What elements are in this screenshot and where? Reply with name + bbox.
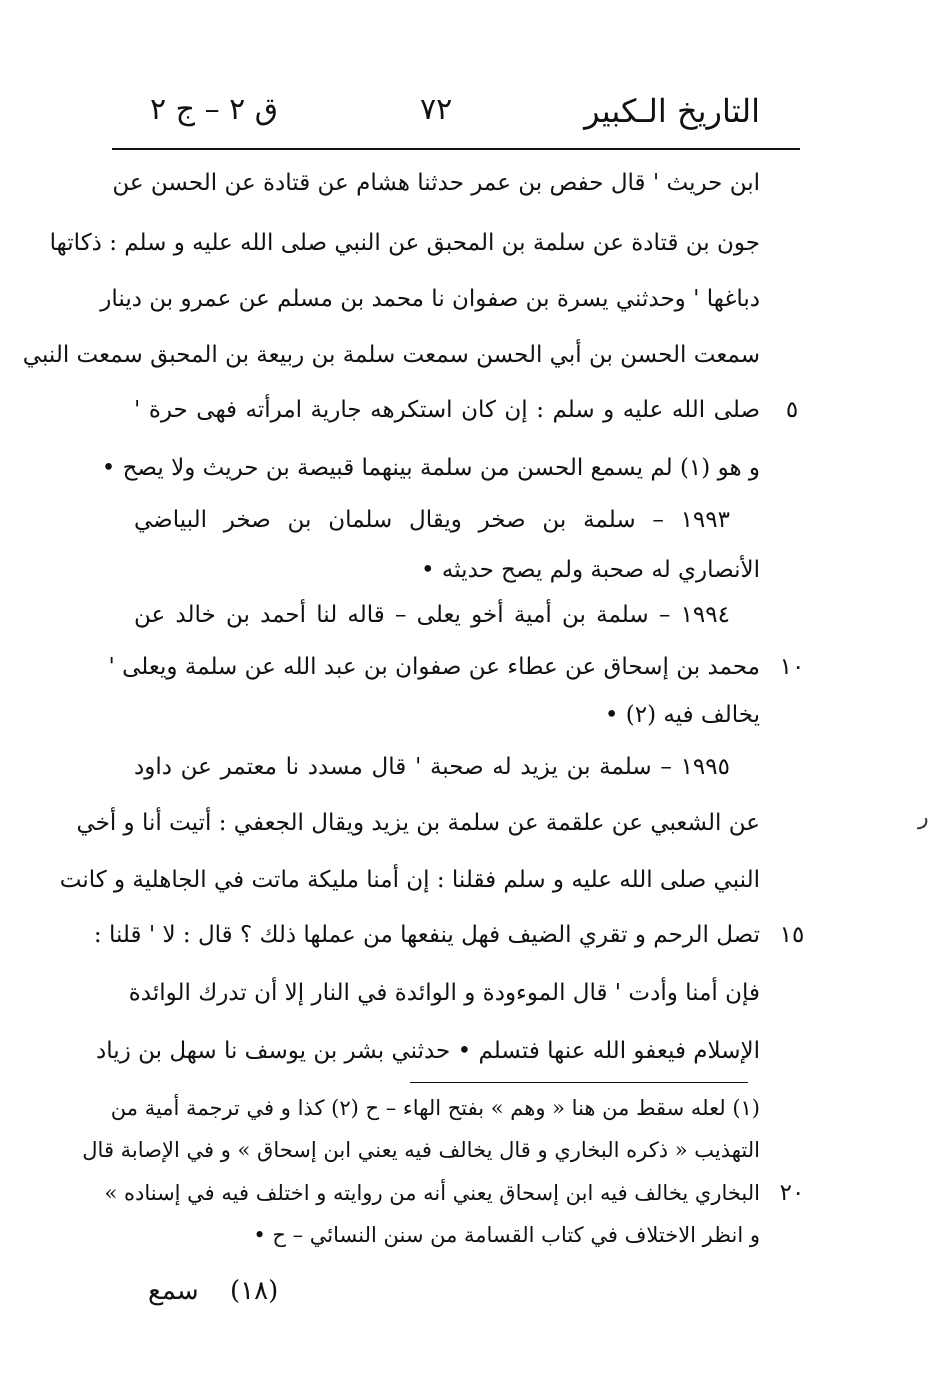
text-line-14: النبي صلى الله عليه و سلم فقلنا : إن أمنا مليكة ماتت في الجاهلية و كانت <box>59 867 760 893</box>
entry-1995: ١٩٩٥ – سلمة بن يزيد له صحبة ' قال مسدد نا معتمر عن داود <box>134 754 730 780</box>
text-line-8: الأنصاري له صحبة ولم يصح حديثه • <box>421 557 760 583</box>
footnote-line-3: البخاري يخالف فيه ابن إسحاق يعني أنه من روايته و اختلف فيه في إسناده » <box>104 1181 760 1205</box>
entry-1993: ١٩٩٣ – سلمة بن صخر ويقال سلمان بن صخر البياضي <box>134 507 730 533</box>
line-number-15: ١٥ <box>779 922 805 948</box>
sheet-signature: (١٨) <box>230 1276 279 1306</box>
text-line-3: دباغها ' وحدثني يسرة بن صفوان نا محمد بن مسلم عن عمرو بن دينار <box>100 286 760 312</box>
footnote-line-4: و انظر الاختلاف في كتاب القسامة من سنن النسائي – ح • <box>253 1223 760 1247</box>
text-line-5: صلى الله عليه و سلم : إن كان استكرهه جارية امرأته فهى حرة ' <box>134 397 760 423</box>
catchword: سمع <box>148 1276 199 1306</box>
text-line-15: تصل الرحم و تقري الضيف فهل ينفعها من عملها ذلك ؟ قال : لا ' قلنا : <box>93 922 760 948</box>
footnote-line-2: التهذيب « ذكره البخاري و قال يخالف فيه يعني ابن إسحاق » و في الإصابة قال <box>82 1138 760 1162</box>
line-number-20: ٢٠ <box>779 1180 805 1206</box>
header-rule <box>112 148 800 150</box>
line-number-10: ١٠ <box>779 654 805 680</box>
text-line-1: ابن حريث ' قال حفص بن عمر حدثنا هشام عن قتادة عن الحسن عن <box>112 170 760 196</box>
footnote-rule <box>410 1082 748 1083</box>
line-number-5: ٥ <box>785 397 799 423</box>
margin-mark: ﺭ <box>918 805 929 830</box>
text-line-17: الإسلام فيعفو الله عنها فتسلم • حدثني بشر بن يوسف نا سهل بن زياد <box>96 1038 760 1064</box>
text-line-13: عن الشعبي عن علقمة عن سلمة بن يزيد ويقال الجعفي : أتيت أنا و أخي <box>76 810 760 836</box>
text-line-2: جون بن قتادة عن سلمة بن المحبق عن النبي صلى الله عليه و سلم : ذكاتها <box>49 230 760 256</box>
running-title: التاريخ الـكبير <box>584 92 760 130</box>
page-header <box>120 92 760 142</box>
volume-marker: ق ٢ – ج ٢ <box>150 92 279 127</box>
entry-1994: ١٩٩٤ – سلمة بن أمية أخو يعلى – قاله لنا أحمد بن خالد عن <box>134 602 730 628</box>
text-line-6: و هو (١) لم يسمع الحسن من سلمة بينهما قبيصة بن حريث ولا يصح • <box>101 455 760 481</box>
text-line-4: سمعت الحسن بن أبي الحسن سمعت سلمة بن ربيعة بن المحبق سمعت النبي <box>22 342 760 368</box>
footnote-line-1: (١) لعله سقط من هنا « وهم » بفتح الهاء – ح (٢) كذا و في ترجمة أمية من <box>110 1096 760 1120</box>
text-line-10: محمد بن إسحاق عن عطاء عن صفوان بن عبد الله عن سلمة ويعلى ' <box>108 654 760 680</box>
text-line-16: فإن أمنا وأدت ' قال الموءودة و الوائدة في النار إلا أن تدرك الوائدة <box>128 980 760 1006</box>
page-number: ٧٢ <box>420 92 453 127</box>
text-line-11: يخالف فيه (٢) • <box>604 702 760 728</box>
